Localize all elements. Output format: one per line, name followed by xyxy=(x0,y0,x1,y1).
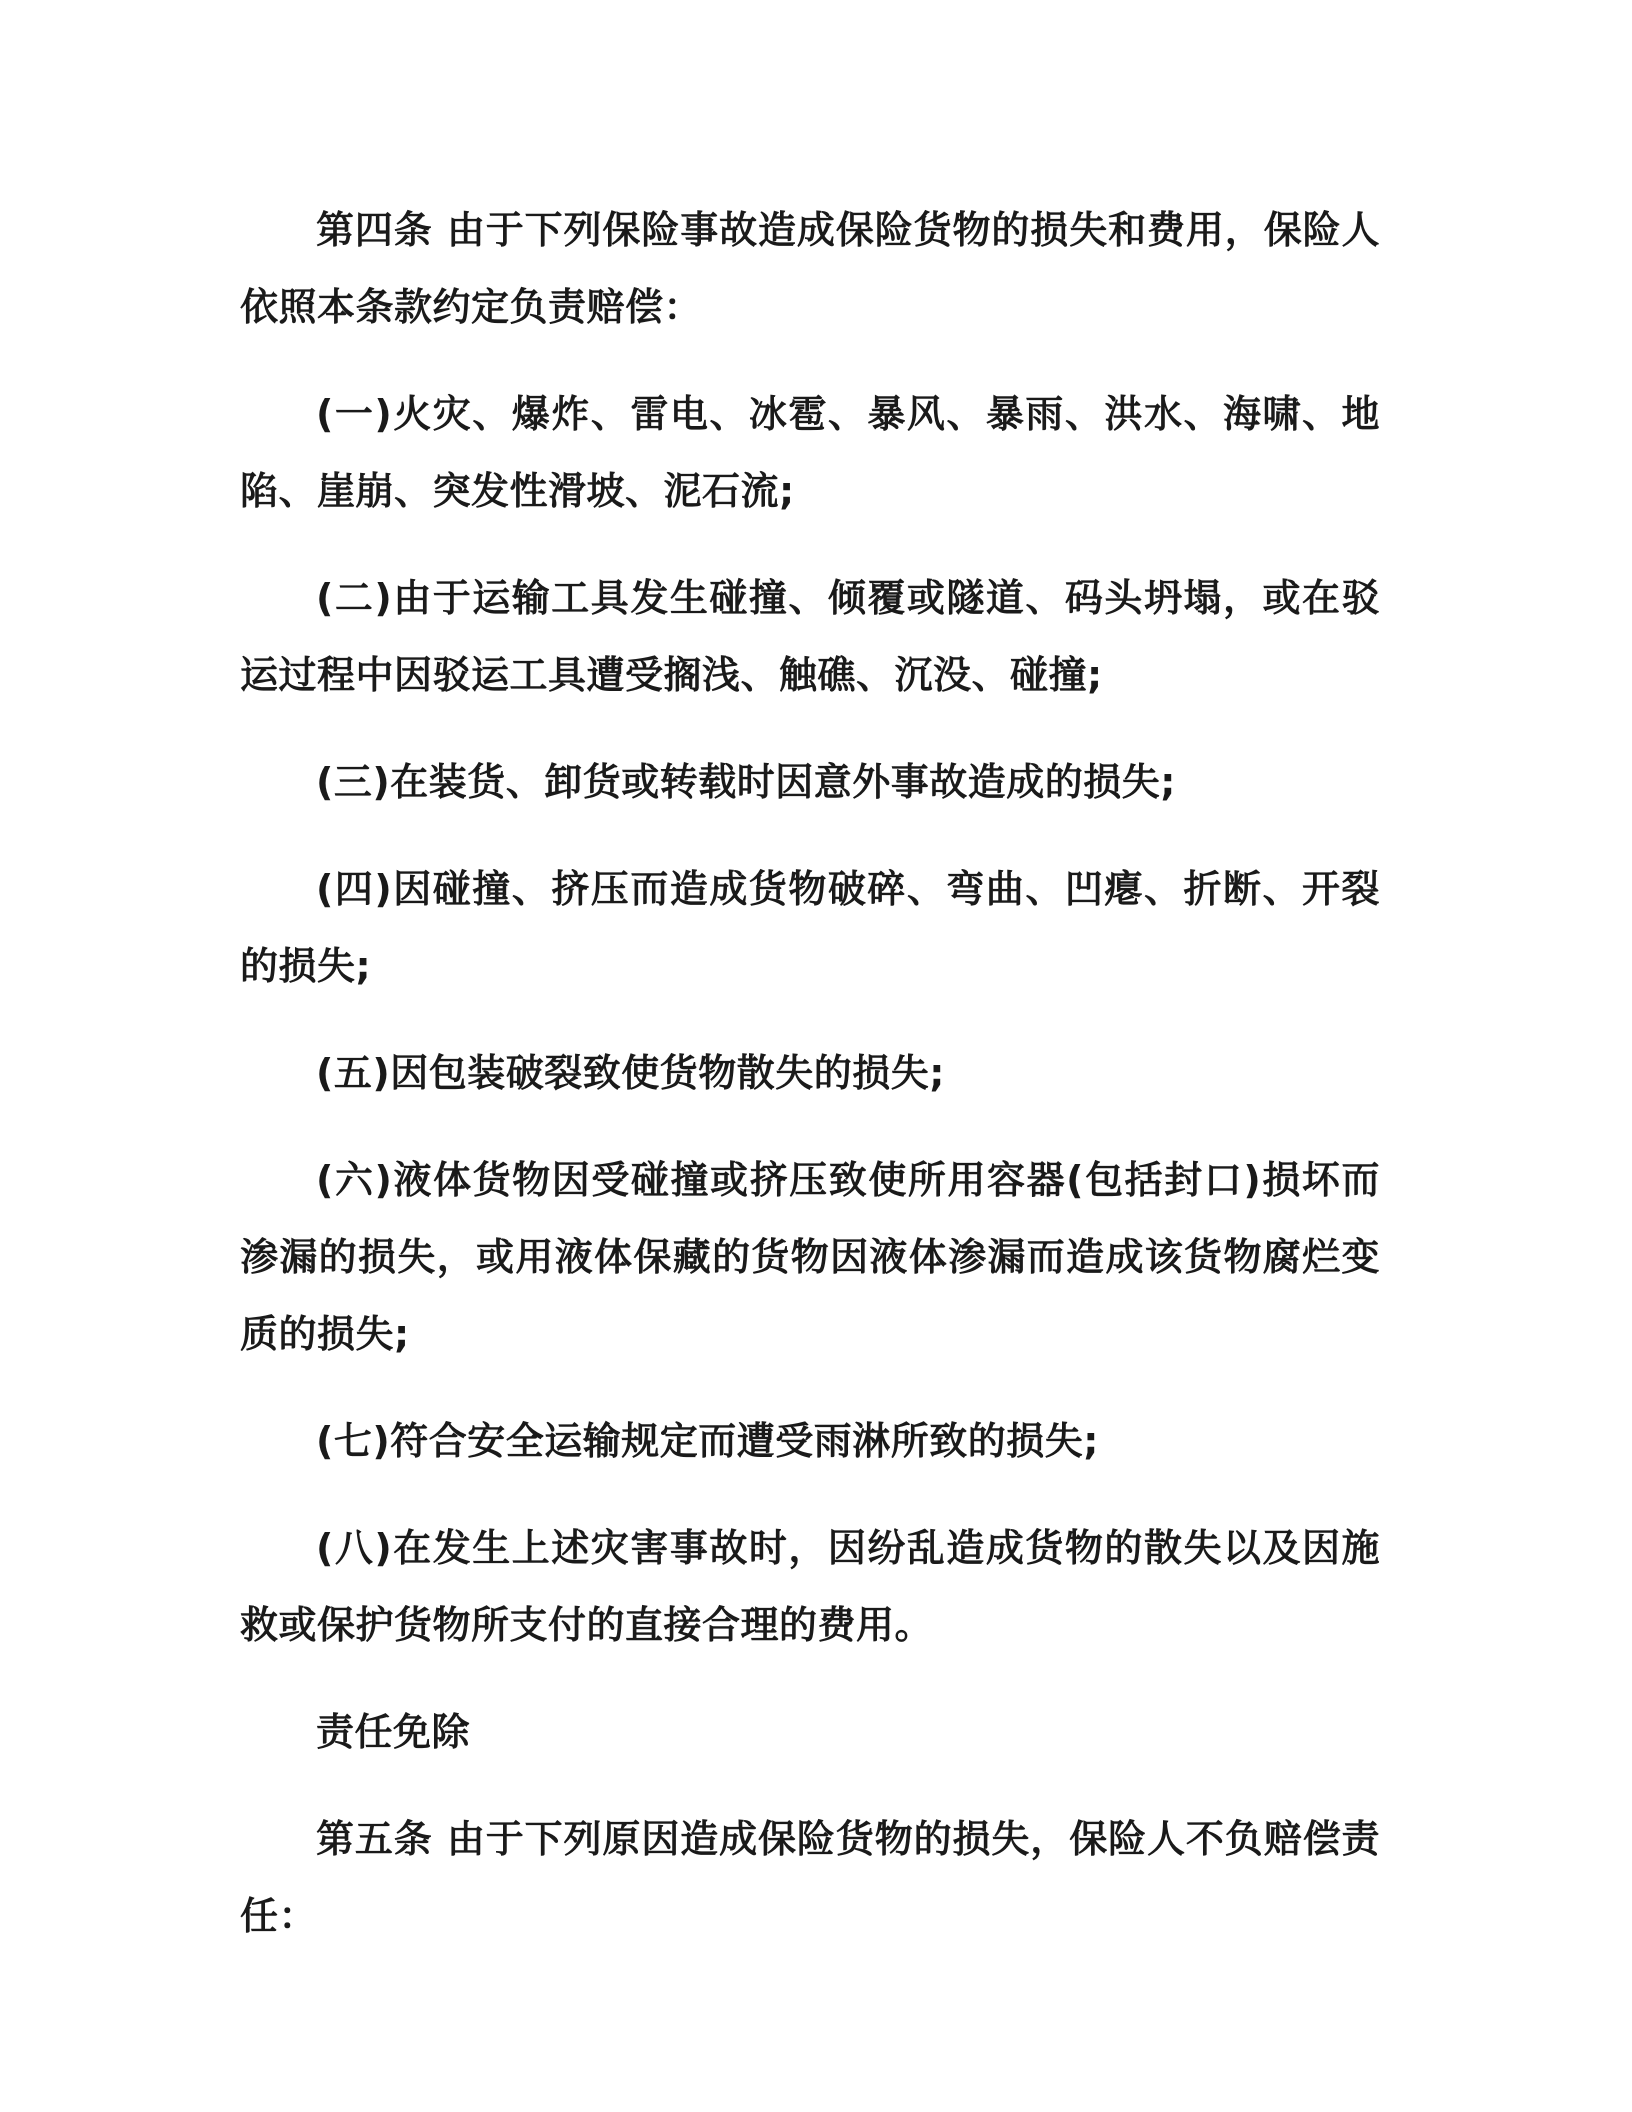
clause-4: (四)因碰撞、挤压而造成货物破碎、弯曲、凹瘪、折断、开裂的损失; xyxy=(240,867,1380,988)
section-heading-exclusions: 责任免除 xyxy=(316,1710,471,1754)
clause-6: (六)液体货物因受碰撞或挤压致使所用容器(包括封口)损坏而渗漏的损失，或用液体保藏的货物因液体渗漏而造成该货物腐烂变质的损失; xyxy=(240,1158,1380,1356)
clause-1: (一)火灾、爆炸、雷电、冰雹、暴风、暴雨、洪水、海啸、地陷、崖崩、突发性滑坡、泥石流; xyxy=(240,392,1380,513)
clause-3: (三)在装货、卸货或转载时因意外事故造成的损失; xyxy=(316,760,1176,804)
clause-5: (五)因包装破裂致使货物散失的损失; xyxy=(316,1051,945,1095)
clause-7: (七)符合安全运输规定而遭受雨淋所致的损失; xyxy=(316,1419,1099,1463)
clause-8: (八)在发生上述灾害事故时，因纷乱造成货物的散失以及因施救或保护货物所支付的直接合理的费用。 xyxy=(240,1526,1380,1647)
article-5-intro: 第五条 由于下列原因造成保险货物的损失，保险人不负赔偿责任： xyxy=(240,1817,1380,1938)
clause-2: (二)由于运输工具发生碰撞、倾覆或隧道、码头坍塌，或在驳运过程中因驳运工具遭受搁浅、触礁、沉没、碰撞; xyxy=(240,576,1380,697)
article-4-intro: 第四条 由于下列保险事故造成保险货物的损失和费用，保险人依照本条款约定负责赔偿： xyxy=(240,208,1380,329)
document-body xyxy=(240,192,1380,1955)
